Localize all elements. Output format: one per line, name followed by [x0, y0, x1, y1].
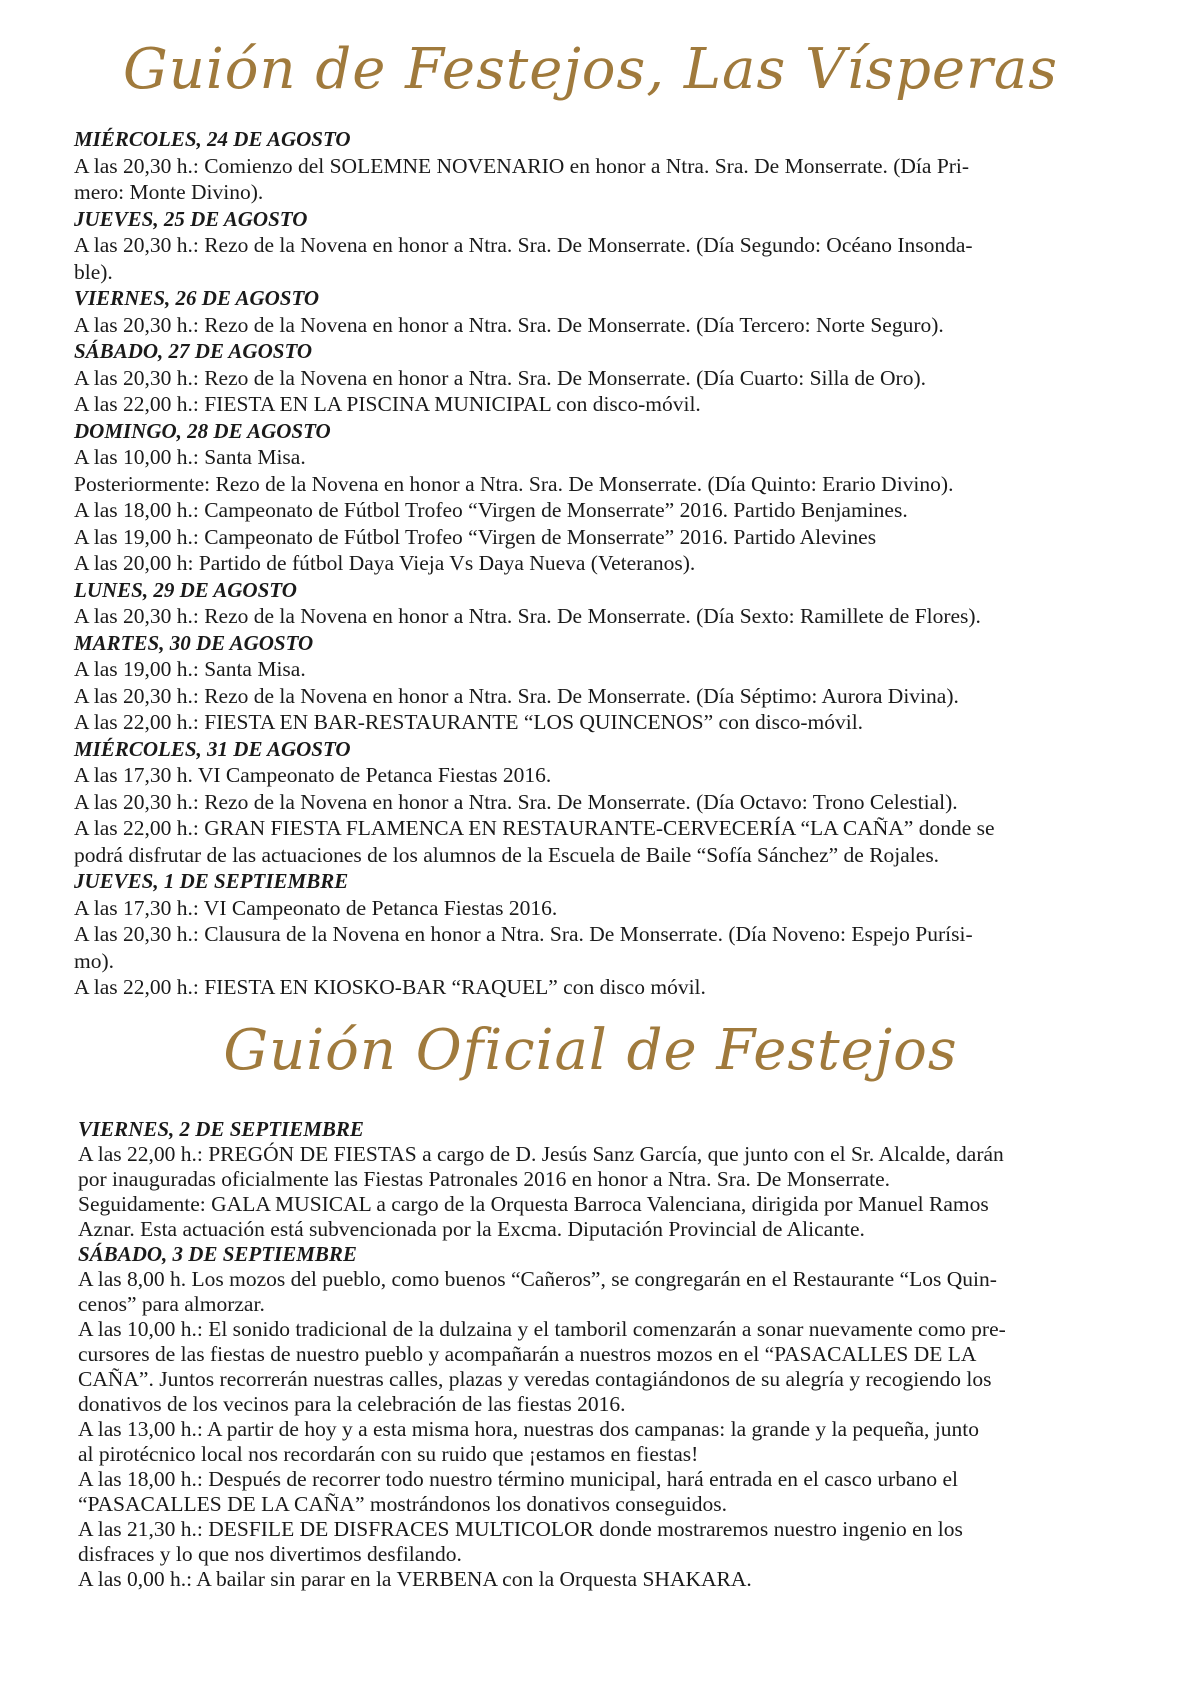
event-line: A las 22,00 h.: PREGÓN DE FIESTAS a cargo de D. Jesús Sanz García, que junto con el Sr. Alcalde, darán — [78, 1141, 1004, 1166]
event-line: mo). — [74, 948, 115, 973]
event-line: A las 20,30 h.: Rezo de la Novena en honor a Ntra. Sra. De Monserrate. (Día Tercero: Norte Seguro). — [74, 312, 944, 337]
event-line: Seguidamente: GALA MUSICAL a cargo de la Orquesta Barroca Valenciana, dirigida por Manuel Ramos — [78, 1191, 989, 1216]
event-line: cenos” para almorzar. — [78, 1291, 265, 1316]
event-line: A las 19,00 h.: Santa Misa. — [74, 657, 306, 681]
visperas-schedule — [74, 126, 1134, 1001]
event-line: A las 18,00 h.: Después de recorrer todo nuestro término municipal, hará entrada en el casco urbano el — [78, 1466, 958, 1491]
event-line: A las 20,30 h.: Clausura de la Novena en honor a Ntra. Sra. De Monserrate. (Día Noveno: Espejo Purísi- — [74, 922, 973, 946]
title-oficial: Guión Oficial de Festejos — [223, 1017, 958, 1083]
event-line: donativos de los vecinos para la celebración de las fiestas 2016. — [78, 1391, 626, 1416]
event-line: A las 8,00 h. Los mozos del pueblo, como buenos “Cañeros”, se congregarán en el Restaurante “Los Quin- — [78, 1266, 997, 1291]
day-heading: VIERNES, 26 DE AGOSTO — [74, 286, 320, 310]
event-line: A las 20,30 h.: Rezo de la Novena en honor a Ntra. Sra. De Monserrate. (Día Cuarto: Silla de Oro). — [74, 365, 927, 390]
day-heading: SÁBADO, 3 DE SEPTIEMBRE — [78, 1241, 357, 1266]
day-heading: MIÉRCOLES, 24 DE AGOSTO — [74, 127, 351, 151]
oficial-schedule — [78, 1117, 1134, 1592]
event-line: A las 22,00 h.: FIESTA EN LA PISCINA MUNICIPAL con disco-móvil. — [74, 392, 701, 416]
event-line: A las 20,00 h: Partido de fútbol Daya Vieja Vs Daya Nueva (Veteranos). — [74, 551, 696, 575]
event-line: A las 22,00 h.: FIESTA EN KIOSKO-BAR “RAQUEL” con disco móvil. — [74, 975, 706, 999]
title-visperas: Guión de Festejos, Las Vísperas — [123, 37, 1058, 102]
event-line: A las 20,30 h.: Rezo de la Novena en honor a Ntra. Sra. De Monserrate. (Día Segundo: Océano Insonda- — [74, 233, 973, 257]
event-line: A las 21,30 h.: DESFILE DE DISFRACES MULTICOLOR donde mostraremos nuestro ingenio en los — [78, 1516, 963, 1541]
event-line: A las 22,00 h.: GRAN FIESTA FLAMENCA EN RESTAURANTE-CERVECERÍA “LA CAÑA” donde se — [74, 816, 995, 840]
event-line: Aznar. Esta actuación está subvencionada por la Excma. Diputación Provincial de Alicante. — [78, 1216, 865, 1241]
event-line: mero: Monte Divino). — [74, 180, 264, 204]
event-line: “PASACALLES DE LA CAÑA” mostrándonos los donativos conseguidos. — [78, 1491, 727, 1516]
event-line: A las 22,00 h.: FIESTA EN BAR-RESTAURANTE “LOS QUINCENOS” con disco-móvil. — [74, 710, 864, 734]
event-line: CAÑA”. Juntos recorrerán nuestras calles, plazas y veredas contagiándonos de su alegría y recogiendo los — [78, 1366, 992, 1391]
event-line: A las 20,30 h.: Comienzo del SOLEMNE NOVENARIO en honor a Ntra. Sra. De Monserrate. (Día Pri- — [74, 153, 970, 178]
day-heading: SÁBADO, 27 DE AGOSTO — [74, 339, 313, 363]
day-heading: DOMINGO, 28 DE AGOSTO — [74, 418, 331, 443]
event-line: A las 17,30 h.: VI Campeonato de Petanca Fiestas 2016. — [74, 895, 558, 920]
event-line: cursores de las fiestas de nuestro pueblo y acompañarán a nuestros mozos en el “PASACALLES DE LA — [78, 1341, 977, 1366]
day-heading: VIERNES, 2 DE SEPTIEMBRE — [78, 1116, 364, 1141]
event-line: A las 20,30 h.: Rezo de la Novena en honor a Ntra. Sra. De Monserrate. (Día Séptimo: Aurora Divina). — [74, 683, 959, 708]
event-line: disfraces y lo que nos divertimos desfilando. — [78, 1541, 462, 1566]
event-line: A las 10,00 h.: El sonido tradicional de la dulzaina y el tamboril comenzarán a sonar nuevamente como pre- — [78, 1316, 1006, 1341]
day-heading: LUNES, 29 DE AGOSTO — [74, 577, 297, 602]
day-heading: MIÉRCOLES, 31 DE AGOSTO — [74, 736, 351, 761]
day-heading: JUEVES, 1 DE SEPTIEMBRE — [74, 869, 349, 893]
event-line: al pirotécnico local nos recordarán con su ruido que ¡estamos en fiestas! — [78, 1441, 699, 1466]
event-line: A las 10,00 h.: Santa Misa. — [74, 445, 306, 469]
event-line: A las 13,00 h.: A partir de hoy y a esta misma hora, nuestras dos campanas: la grande y la pequeña, junto — [78, 1416, 979, 1441]
event-line: Posteriormente: Rezo de la Novena en honor a Ntra. Sra. De Monserrate. (Día Quinto: Erario Divino). — [74, 471, 954, 496]
event-line: A las 18,00 h.: Campeonato de Fútbol Trofeo “Virgen de Monserrate” 2016. Partido Benjamines. — [74, 498, 908, 522]
event-line: A las 20,30 h.: Rezo de la Novena en honor a Ntra. Sra. De Monserrate. (Día Sexto: Ramillete de Flores). — [74, 604, 981, 628]
event-line: A las 0,00 h.: A bailar sin parar en la VERBENA con la Orquesta SHAKARA. — [78, 1566, 752, 1591]
event-line: por inauguradas oficialmente las Fiestas Patronales 2016 en honor a Ntra. Sra. De Monserrate. — [78, 1166, 890, 1191]
event-line: podrá disfrutar de las actuaciones de los alumnos de la Escuela de Baile “Sofía Sánchez” de Rojales. — [74, 842, 940, 867]
day-heading: JUEVES, 25 DE AGOSTO — [74, 206, 308, 231]
event-line: ble). — [74, 259, 113, 284]
event-line: A las 20,30 h.: Rezo de la Novena en honor a Ntra. Sra. De Monserrate. (Día Octavo: Trono Celestial). — [74, 789, 958, 814]
event-line: A las 17,30 h. VI Campeonato de Petanca Fiestas 2016. — [74, 763, 552, 787]
day-heading: MARTES, 30 DE AGOSTO — [74, 630, 314, 655]
event-line: A las 19,00 h.: Campeonato de Fútbol Trofeo “Virgen de Monserrate” 2016. Partido Alevines — [74, 524, 877, 549]
